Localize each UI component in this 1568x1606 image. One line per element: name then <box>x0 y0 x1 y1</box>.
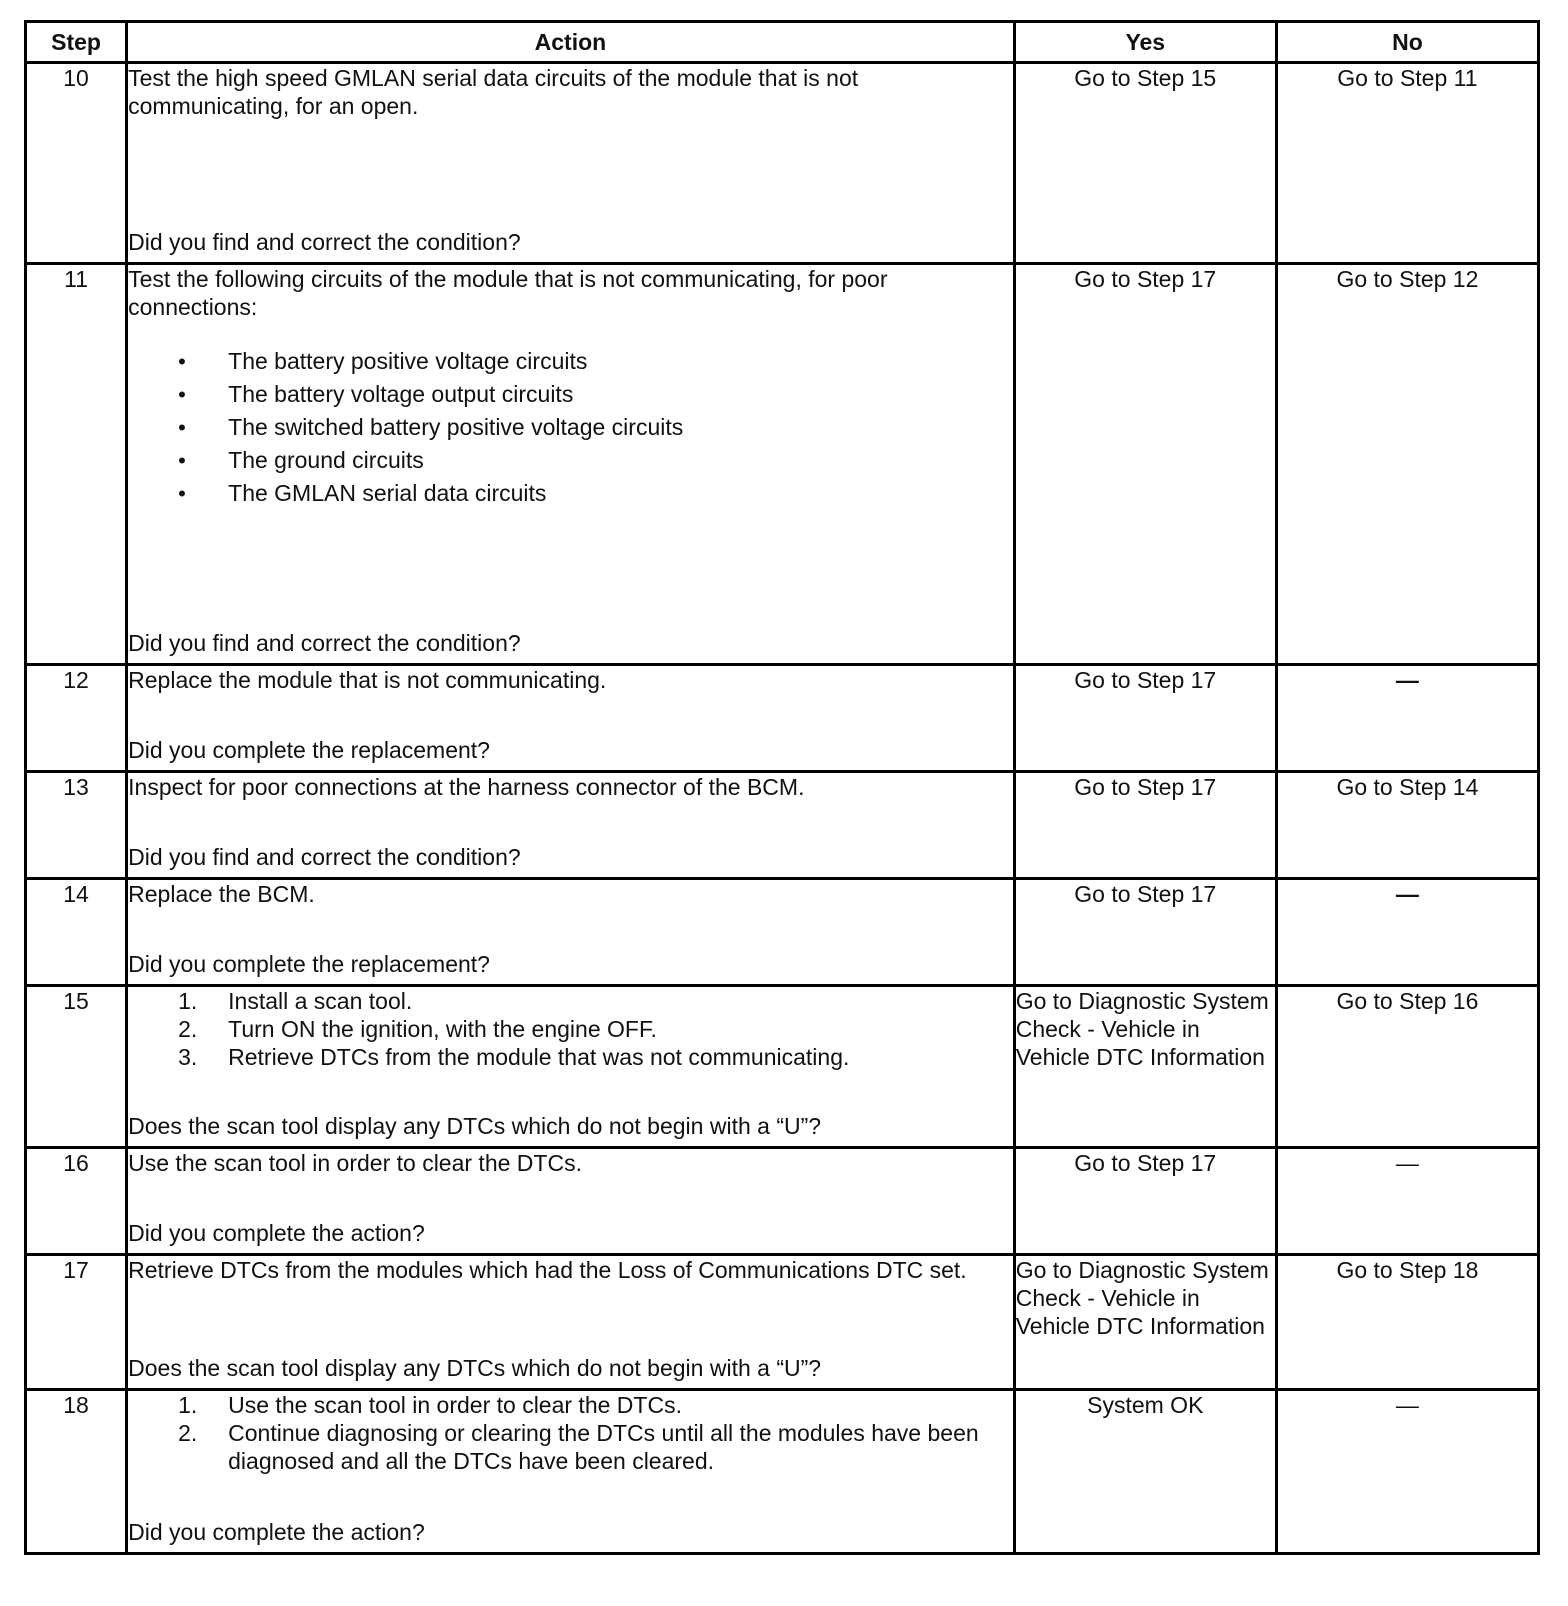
list-item: • The GMLAN serial data circuits <box>128 479 1013 508</box>
action-question: Did you complete the replacement? <box>128 737 490 763</box>
header-no: No <box>1276 22 1538 63</box>
no-outcome: — <box>1395 881 1419 907</box>
table-row <box>26 879 1539 986</box>
action-cell <box>127 1148 1015 1255</box>
yes-cell <box>1014 986 1276 1148</box>
no-cell <box>1276 1390 1538 1554</box>
no-cell <box>1276 986 1538 1148</box>
list-item: • The switched battery positive voltage circuits <box>128 413 1013 442</box>
no-cell <box>1276 879 1538 986</box>
no-outcome: Go to Step 11 <box>1337 65 1478 91</box>
no-outcome: — <box>1395 1150 1419 1176</box>
action-question: Did you find and correct the condition? <box>128 229 521 255</box>
yes-cell <box>1014 63 1276 264</box>
no-outcome: Go to Step 12 <box>1336 266 1479 292</box>
step-number: 13 <box>26 772 127 879</box>
no-cell <box>1276 1148 1538 1255</box>
no-outcome: Go to Step 14 <box>1336 774 1479 800</box>
no-outcome: — <box>1395 667 1419 693</box>
yes-cell <box>1014 1148 1276 1255</box>
action-cell <box>127 879 1015 986</box>
list-item: 1. Install a scan tool. <box>178 988 413 1014</box>
yes-cell <box>1014 1390 1276 1554</box>
list-item: 2. Turn ON the ignition, with the engine OFF. <box>178 1016 657 1042</box>
action-question: Did you find and correct the condition? <box>128 844 521 870</box>
action-question: Does the scan tool display any DTCs which do not begin with a “U”? <box>128 1355 822 1381</box>
step-number: 10 <box>26 63 127 264</box>
table-row <box>26 1255 1539 1390</box>
header-action: Action <box>127 22 1015 63</box>
action-cell <box>127 63 1015 264</box>
yes-cell <box>1014 879 1276 986</box>
action-cell <box>127 986 1015 1148</box>
no-outcome: — <box>1395 1392 1419 1418</box>
table-row <box>26 63 1539 264</box>
diagnostic-table <box>24 20 1540 1555</box>
procedure-list <box>128 987 1013 1071</box>
table-row <box>26 772 1539 879</box>
action-question: Did you complete the action? <box>128 1519 425 1545</box>
yes-outcome: System OK <box>1087 1392 1204 1418</box>
yes-cell <box>1014 264 1276 665</box>
step-number: 12 <box>26 665 127 772</box>
action-question: Did you complete the replacement? <box>128 951 490 977</box>
no-cell <box>1276 264 1538 665</box>
yes-outcome: Go to Diagnostic System Check - Vehicle in Vehicle DTC Information <box>1015 1257 1269 1339</box>
no-cell <box>1276 772 1538 879</box>
table-row <box>26 986 1539 1148</box>
no-outcome: Go to Step 16 <box>1336 988 1479 1014</box>
yes-outcome: Go to Step 15 <box>1074 65 1217 91</box>
yes-outcome: Go to Diagnostic System Check - Vehicle in Vehicle DTC Information <box>1015 988 1269 1070</box>
no-cell <box>1276 63 1538 264</box>
no-outcome: Go to Step 18 <box>1336 1257 1479 1283</box>
list-item: • The ground circuits <box>128 446 1013 475</box>
yes-outcome: Go to Step 17 <box>1074 774 1217 800</box>
header-yes: Yes <box>1014 22 1276 63</box>
action-cell <box>127 264 1015 665</box>
header-step: Step <box>26 22 127 63</box>
yes-cell <box>1014 772 1276 879</box>
action-cell <box>127 665 1015 772</box>
action-text: Replace the BCM. <box>128 881 315 907</box>
table-row <box>26 1148 1539 1255</box>
yes-cell <box>1014 1255 1276 1390</box>
no-cell <box>1276 1255 1538 1390</box>
list-item: • The battery voltage output circuits <box>128 380 1013 409</box>
action-question: Does the scan tool display any DTCs which do not begin with a “U”? <box>128 1113 822 1139</box>
no-cell <box>1276 665 1538 772</box>
table-row <box>26 665 1539 772</box>
step-number: 11 <box>26 264 127 665</box>
table-row <box>26 1390 1539 1554</box>
step-number: 18 <box>26 1390 127 1554</box>
circuit-list <box>128 347 1013 508</box>
yes-cell <box>1014 665 1276 772</box>
list-item: 2. Continue diagnosing or clearing the DTCs until all the modules have been diagnosed and all the DTCs have been cleared. <box>178 1420 979 1474</box>
step-number: 16 <box>26 1148 127 1255</box>
procedure-list <box>128 1391 1013 1475</box>
header-row <box>26 22 1539 63</box>
action-text: Inspect for poor connections at the harness connector of the BCM. <box>128 774 805 800</box>
step-number: 15 <box>26 986 127 1148</box>
yes-outcome: Go to Step 17 <box>1074 1150 1217 1176</box>
action-text: Replace the module that is not communicating. <box>128 667 607 693</box>
action-text: Use the scan tool in order to clear the DTCs. <box>128 1150 582 1176</box>
action-text: Test the following circuits of the module that is not communicating, for poor connections: <box>128 266 888 320</box>
action-question: Did you complete the action? <box>128 1220 425 1246</box>
list-item: 1. Use the scan tool in order to clear the DTCs. <box>178 1392 682 1418</box>
yes-outcome: Go to Step 17 <box>1074 881 1217 907</box>
action-cell <box>127 1390 1015 1554</box>
step-number: 17 <box>26 1255 127 1390</box>
list-item: 3. Retrieve DTCs from the module that was not communicating. <box>178 1044 850 1070</box>
list-item: • The battery positive voltage circuits <box>128 347 1013 376</box>
action-cell <box>127 772 1015 879</box>
action-cell <box>127 1255 1015 1390</box>
yes-outcome: Go to Step 17 <box>1074 266 1217 292</box>
table-row <box>26 264 1539 665</box>
step-number: 14 <box>26 879 127 986</box>
yes-outcome: Go to Step 17 <box>1074 667 1217 693</box>
action-text: Test the high speed GMLAN serial data circuits of the module that is not communicating, for an open. <box>128 65 859 119</box>
action-question: Did you find and correct the condition? <box>128 630 521 656</box>
action-text: Retrieve DTCs from the modules which had the Loss of Communications DTC set. <box>128 1257 967 1283</box>
